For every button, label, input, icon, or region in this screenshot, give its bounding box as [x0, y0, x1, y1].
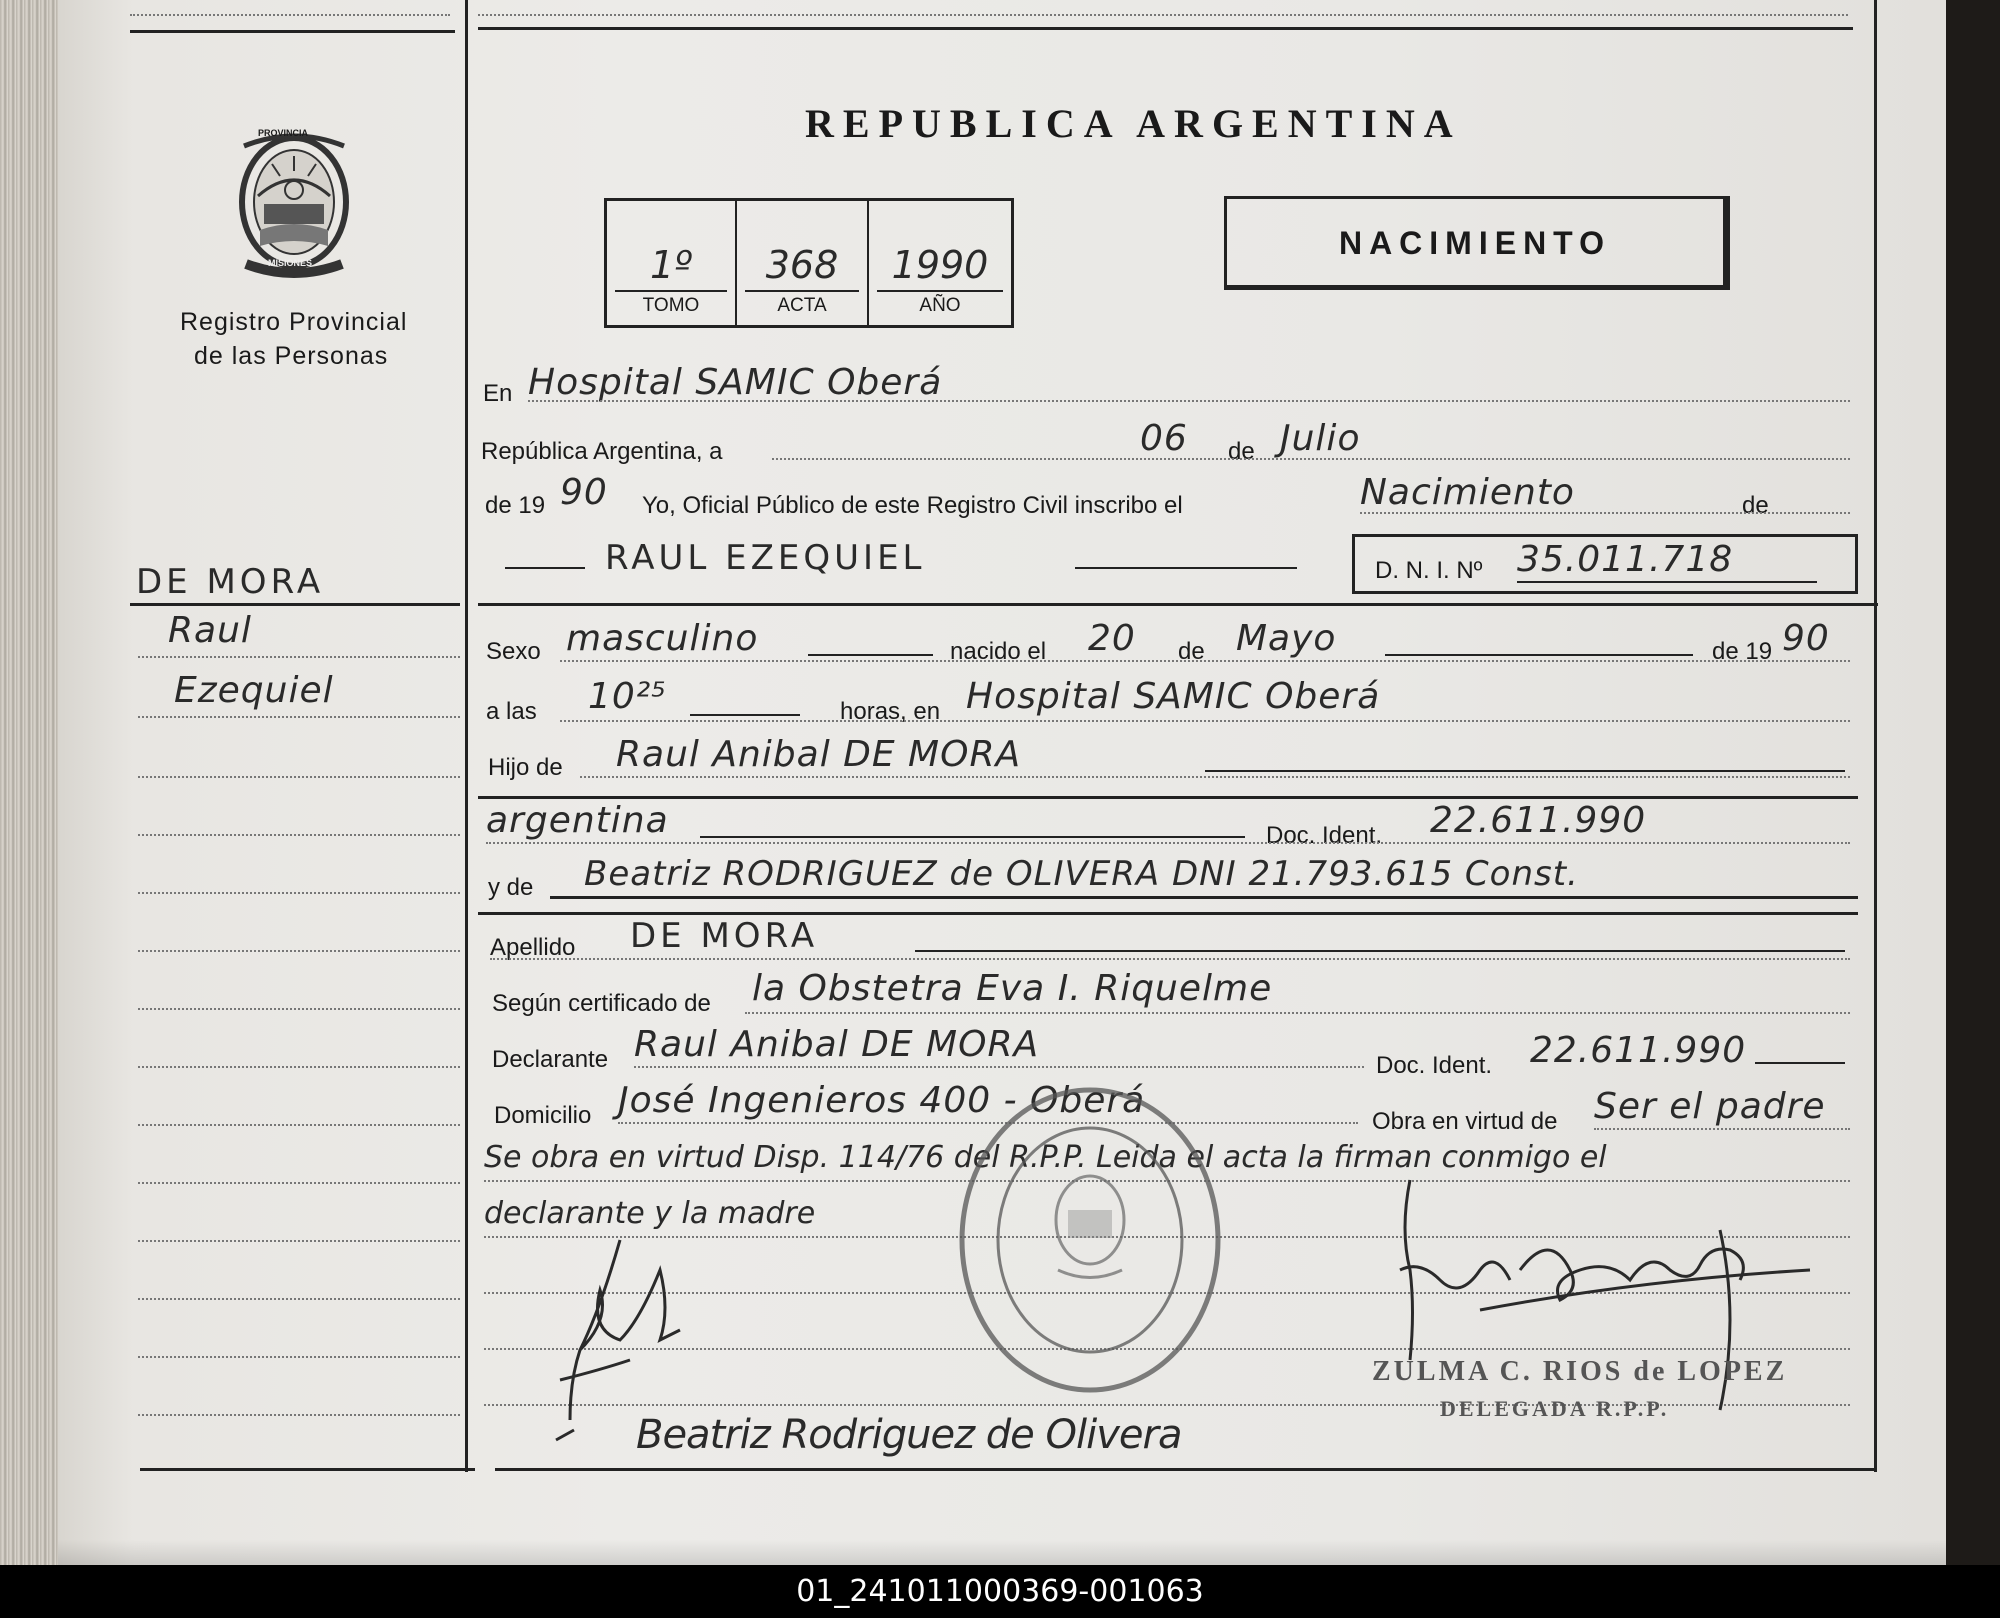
page-shadow — [58, 1540, 1946, 1565]
day-value: 06 — [1140, 418, 1188, 459]
doc-ident-label-1: Doc. Ident. — [1266, 822, 1383, 849]
sexo-value: masculino — [566, 618, 759, 659]
hijo-dotted-line — [580, 776, 1850, 778]
father-doc: 22.611.990 — [1430, 800, 1647, 841]
nacido-label: nacido el — [950, 638, 1047, 665]
birth-place: Hospital SAMIC Oberá — [966, 676, 1381, 717]
margin-surname: DE MORA — [136, 562, 325, 602]
margin-line-9 — [138, 1124, 460, 1126]
margin-line-3 — [138, 776, 460, 778]
birth-time: 10²⁵ — [588, 676, 667, 717]
office-name-line2: de las Personas — [194, 342, 389, 370]
sexo-dotted-line — [560, 660, 1850, 662]
apellido-line — [915, 950, 1845, 952]
birth-month-line — [1385, 654, 1693, 656]
obra-value: Ser el padre — [1594, 1086, 1826, 1127]
apellido-value: DE MORA — [630, 916, 819, 956]
record-type-box: NACIMIENTO — [1224, 196, 1730, 290]
nationality-line — [700, 836, 1245, 838]
margin-line-5 — [138, 892, 460, 894]
dni-value: 35.011.718 — [1517, 539, 1734, 580]
birth-year-prefix: de 19 — [1712, 638, 1773, 665]
mother-section-rule — [550, 896, 1858, 899]
margin-given-name-2: Ezequiel — [174, 670, 334, 711]
segun-dotted-line — [745, 1012, 1850, 1014]
declarante-label: Declarante — [492, 1046, 609, 1073]
acta-underline — [745, 290, 859, 292]
mother-section-rule-2 — [478, 912, 1858, 915]
apellido-dotted-line — [490, 958, 1850, 960]
margin-line-2 — [138, 716, 460, 718]
bottom-rule-left — [140, 1468, 475, 1471]
child-name-tail-line — [1075, 567, 1297, 569]
margin-line-8 — [138, 1066, 460, 1068]
margin-line-1 — [138, 656, 460, 658]
official-stamp-line2: DELEGADA R.P.P. — [1440, 1396, 1670, 1421]
sexo-line — [808, 654, 933, 656]
father-name: Raul Anibal DE MORA — [616, 734, 1022, 775]
tomo-underline — [615, 290, 727, 292]
column-divider — [465, 0, 468, 1472]
margin-given-name-1: Raul — [168, 610, 252, 651]
republica-line — [772, 458, 1850, 460]
birth-time-line — [690, 714, 800, 716]
horas-label: horas, en — [840, 698, 941, 725]
official-stamp-line1: ZULMA C. RIOS de LOPEZ — [1372, 1356, 1788, 1387]
declarante-dotted-line — [634, 1066, 1364, 1068]
de-label-1: de — [1228, 438, 1255, 465]
birth-day: 20 — [1088, 618, 1136, 659]
margin-line-6 — [138, 950, 460, 952]
year-suffix: 90 — [560, 472, 608, 513]
declarante-doc-line — [1755, 1062, 1845, 1064]
year-prefix: de 19 — [485, 492, 546, 519]
registry-round-stamp-icon — [950, 1080, 1230, 1400]
acta-value: 368 — [765, 243, 839, 287]
right-border — [1874, 0, 1877, 1472]
oficial-text: Yo, Oficial Público de este Registro Civil inscribo el — [642, 492, 1183, 519]
en-value: Hospital SAMIC Oberá — [528, 362, 943, 403]
margin-line-4 — [138, 834, 460, 836]
top-dotted-line-right — [478, 14, 1848, 16]
country-title: REPUBLICA ARGENTINA — [805, 101, 1462, 146]
de-label-3: de — [1178, 638, 1205, 665]
en-line — [528, 400, 1850, 402]
hijo-label: Hijo de — [488, 754, 563, 781]
margin-line-14 — [138, 1414, 460, 1416]
section-rule-main — [478, 603, 1878, 606]
top-rule-left — [130, 30, 455, 33]
father-section-rule — [478, 796, 1858, 799]
a-las-label: a las — [486, 698, 537, 725]
domicilio-label: Domicilio — [494, 1102, 592, 1129]
apellido-label: Apellido — [490, 934, 576, 961]
declarante-doc: 22.611.990 — [1530, 1030, 1747, 1071]
acta-label: ACTA — [777, 295, 827, 316]
margin-line-11 — [138, 1240, 460, 1242]
de-label-2: de — [1742, 492, 1769, 519]
segun-value: la Obstetra Eva I. Riquelme — [752, 968, 1273, 1009]
record-number-box — [604, 198, 1014, 328]
dni-underline — [1517, 581, 1817, 583]
seal-top-text: PROVINCIA — [258, 128, 309, 138]
margin-line-13 — [138, 1356, 460, 1358]
image-caption: 01_241011000369-001063 — [0, 1565, 2000, 1618]
top-dotted-line-left — [130, 14, 450, 16]
inscribo-line — [1360, 512, 1850, 514]
birth-month: Mayo — [1236, 618, 1337, 659]
office-name-line1: Registro Provincial — [180, 308, 408, 336]
mother-name: Beatriz RODRIGUEZ de OLIVERA DNI 21.793.615 Const. — [584, 854, 1579, 894]
child-name: RAUL EZEQUIEL — [605, 538, 926, 578]
seal-bottom-text: MISIONES — [268, 258, 313, 268]
birth-year-suffix: 90 — [1782, 618, 1830, 659]
declarante-doc-label: Doc. Ident. — [1376, 1052, 1493, 1079]
republica-label: República Argentina, a — [481, 438, 723, 465]
note-line-1: Se obra en virtud Disp. 114/76 del R.P.P. Leida el acta la firman conmigo el — [484, 1140, 1607, 1175]
tomo-label: TOMO — [642, 295, 700, 316]
domicilio-value: José Ingenieros 400 - Oberá — [618, 1080, 1146, 1121]
dni-box — [1352, 534, 1858, 594]
margin-rule — [130, 603, 460, 606]
nationality-dotted-line — [486, 842, 1850, 844]
tomo-cell — [607, 201, 737, 325]
child-name-lead-line — [505, 567, 585, 569]
acta-cell — [737, 201, 869, 325]
anio-label: AÑO — [919, 295, 961, 316]
anio-value: 1990 — [891, 243, 989, 287]
inscribo-value: Nacimiento — [1360, 472, 1575, 513]
dni-label: D. N. I. Nº — [1375, 557, 1483, 584]
bottom-rule-right — [495, 1468, 1877, 1471]
obra-label: Obra en virtud de — [1372, 1108, 1558, 1135]
margin-line-10 — [138, 1182, 460, 1184]
month-value: Julio — [1280, 418, 1361, 459]
margin-line-12 — [138, 1298, 460, 1300]
anio-underline — [877, 290, 1003, 292]
en-label: En — [483, 380, 513, 407]
father-name-line — [1205, 770, 1845, 772]
mother-signature: Beatriz Rodriguez de Olivera — [636, 1412, 1182, 1458]
father-nationality: argentina — [486, 800, 669, 841]
sexo-label: Sexo — [486, 638, 541, 665]
tomo-value: 1º — [649, 243, 693, 287]
a-las-dotted-line — [560, 720, 1850, 722]
margin-line-7 — [138, 1008, 460, 1010]
note-line-2: declarante y la madre — [484, 1196, 816, 1231]
anio-cell — [869, 201, 1011, 325]
declarante-value: Raul Anibal DE MORA — [634, 1024, 1040, 1065]
y-de-label: y de — [488, 874, 534, 901]
obra-dotted-line — [1594, 1128, 1850, 1130]
segun-label: Según certificado de — [492, 990, 711, 1017]
top-rule-right — [478, 27, 1853, 30]
